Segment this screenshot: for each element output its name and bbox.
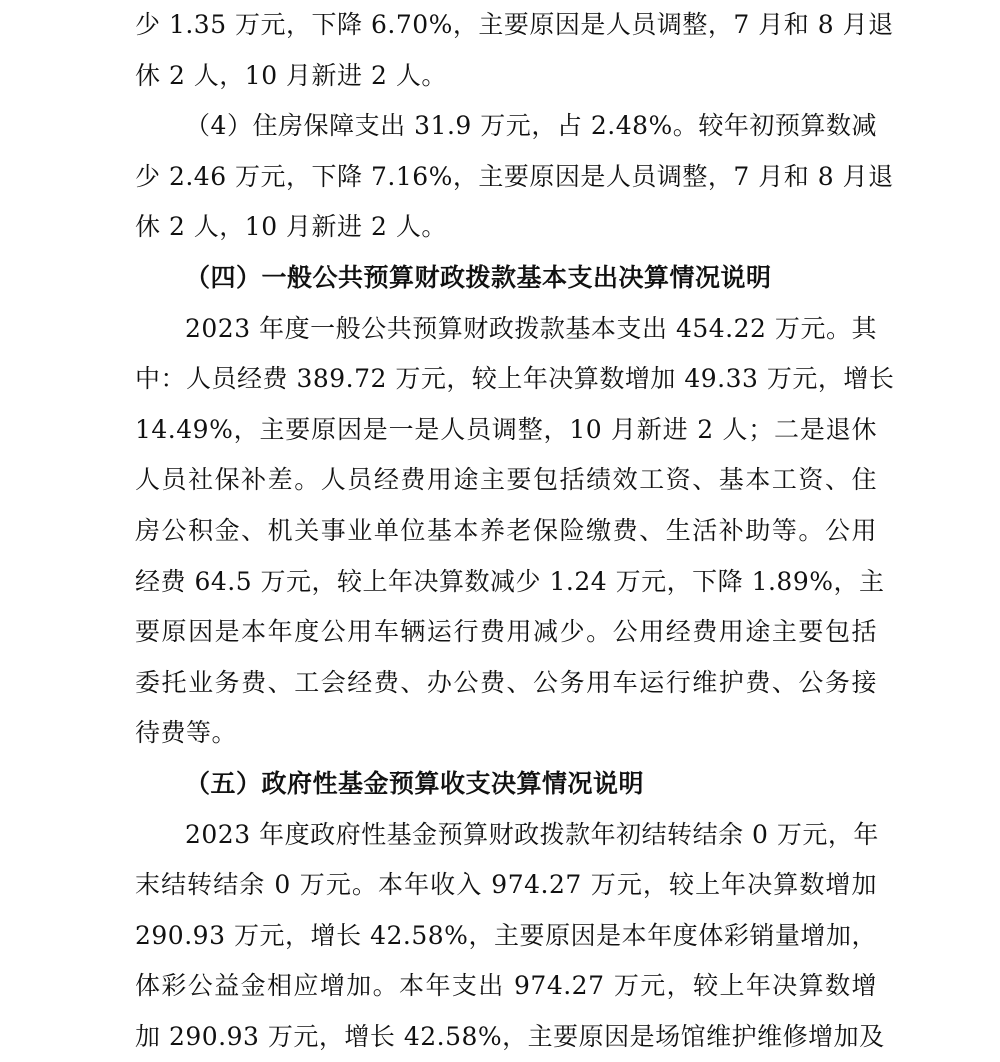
text-line: 加 290.93 万元，增长 42.58%，主要原因是场馆维护维修增加及 xyxy=(135,1021,885,1051)
text-line: 2023 年度政府性基金预算财政拨款年初结转结余 0 万元，年 xyxy=(185,819,879,849)
text-line: 待费等。 xyxy=(135,718,238,748)
text-line: 14.49%，主要原因是一是人员调整，10 月新进 2 人；二是退休 xyxy=(135,414,877,444)
text-line: 委托业务费、工会经费、办公费、公务用车运行维护费、公务接 xyxy=(135,667,877,697)
text-line: 少 1.35 万元，下降 6.70%，主要原因是人员调整，7 月和 8 月退 xyxy=(135,10,894,39)
text-line: 体彩公益金相应增加。本年支出 974.27 万元，较上年决算数增 xyxy=(135,971,877,1001)
text-line: 经费 64.5 万元，较上年决算数减少 1.24 万元，下降 1.89%，主 xyxy=(135,566,885,596)
text-line: 2023 年度一般公共预算财政拨款基本支出 454.22 万元。其 xyxy=(185,313,877,343)
text-line: 290.93 万元，增长 42.58%，主要原因是本年度体彩销量增加， xyxy=(135,920,877,950)
text-line: 要原因是本年度公用车辆运行费用减少。公用经费用途主要包括 xyxy=(135,617,877,647)
text-line: 休 2 人，10 月新进 2 人。 xyxy=(135,212,447,242)
section-heading: （五）政府性基金预算收支决算情况说明 xyxy=(185,768,645,798)
text-line: 休 2 人，10 月新进 2 人。 xyxy=(135,60,447,90)
text-line: 少 2.46 万元，下降 7.16%，主要原因是人员调整，7 月和 8 月退 xyxy=(135,161,894,191)
text-line: 房公积金、机关事业单位基本养老保险缴费、生活补助等。公用 xyxy=(135,515,877,545)
text-line: 末结转结余 0 万元。本年收入 974.27 万元，较上年决算数增加 xyxy=(135,870,877,900)
document-page xyxy=(135,0,895,1062)
text-line: （4）住房保障支出 31.9 万元，占 2.48%。较年初预算数减 xyxy=(185,111,877,141)
text-line: 人员社保补差。人员经费用途主要包括绩效工资、基本工资、住 xyxy=(135,465,877,495)
text-line: 中：人员经费 389.72 万元，较上年决算数增加 49.33 万元，增长 xyxy=(135,364,895,394)
section-heading: （四）一般公共预算财政拨款基本支出决算情况说明 xyxy=(185,262,772,292)
